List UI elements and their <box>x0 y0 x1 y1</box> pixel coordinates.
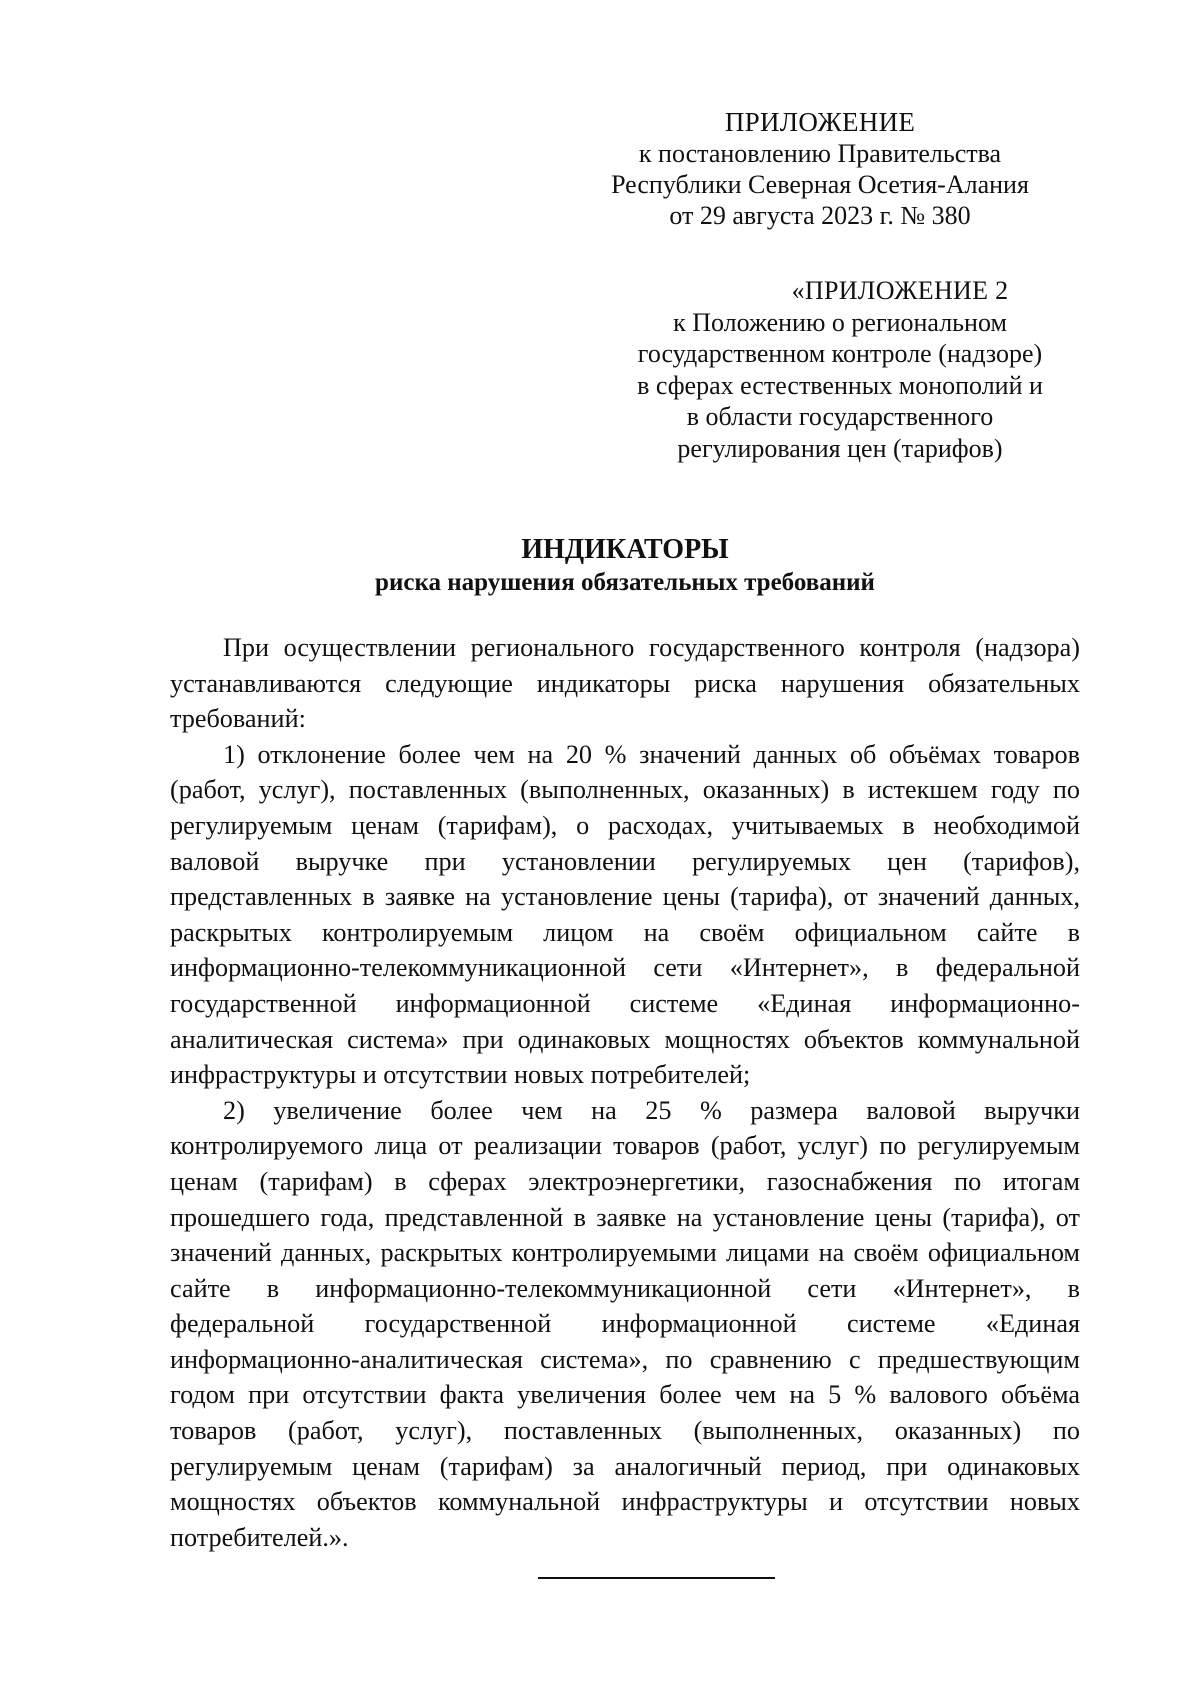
approval-line: от 29 августа 2023 г. № 380 <box>669 201 971 230</box>
annex-heading: «ПРИЛОЖЕНИЕ 2 <box>791 276 1009 305</box>
approval-heading: ПРИЛОЖЕНИЕ <box>724 107 916 137</box>
indicator-item-2: 2) увеличение более чем на 25 % размера валовой выручки контролируемого лица от реализации товаров (работ, услуг) по регулируемым ценам (тарифам) в сферах электроэнергетики, газоснабжения по итогам прошедшего года, представленной в заявке на установление цены (тарифа), от значений данных, раскрытых контролируемыми лицами на своём официальном сайте в информационно-телекоммуникационной сети «Интернет», в федеральной государственной информационной системе «Единая информационно-аналитическая система», по сравнению с предшествующим годом при отсутствии факта увеличения более чем на 5 % валового объёма товаров (работ, услуг), поставленных (выполненных, оказанных) по регулируемым ценам (тарифам) за аналогичный период, при одинаковых мощностях объектов коммунальной инфраструктуры и отсутствии новых потребителей.». <box>170 1095 1080 1552</box>
closing-separator-line <box>538 1577 775 1579</box>
annex-line: к Положению о региональном <box>673 307 1007 337</box>
approval-line: Республики Северная Осетия-Алания <box>611 170 1029 199</box>
annex-line: регулирования цен (тарифов) <box>677 433 1003 463</box>
document-title: ИНДИКАТОРЫ <box>521 534 729 565</box>
intro-paragraph: При осуществлении регионального государственного контроля (надзора) устанавливаются следующие индикаторы риска нарушения обязательных требований: <box>170 633 1080 734</box>
approval-block <box>560 107 1080 231</box>
document-body <box>170 630 1080 1555</box>
document-subtitle: риска нарушения обязательных требований <box>375 569 875 596</box>
annex-line: в области государственного <box>686 402 994 431</box>
approval-line: к постановлению Правительства <box>638 139 1002 168</box>
indicator-item-1: 1) отклонение более чем на 20 % значений данных об объёмах товаров (работ, услуг), поставленных (выполненных, оказанных) в истекшем году по регулируемым ценам (тарифам), о расходах, учитываемых в необходимой валовой выручке при установлении регулируемых цен (тарифов), представленных в заявке на установление цены (тарифа), от значений данных, раскрытых контролируемым лицом на своём официальном сайте в информационно-телекоммуникационной сети «Интернет», в федеральной государственной информационной системе «Единая информационно-аналитическая система» при одинаковых мощностях объектов коммунальной инфраструктуры и отсутствии новых потребителей; <box>170 739 1080 1090</box>
annex-line: государственном контроле (надзоре) <box>637 339 1043 368</box>
annex-line: в сферах естественных монополий и <box>637 370 1043 400</box>
annex-block <box>600 275 1080 464</box>
